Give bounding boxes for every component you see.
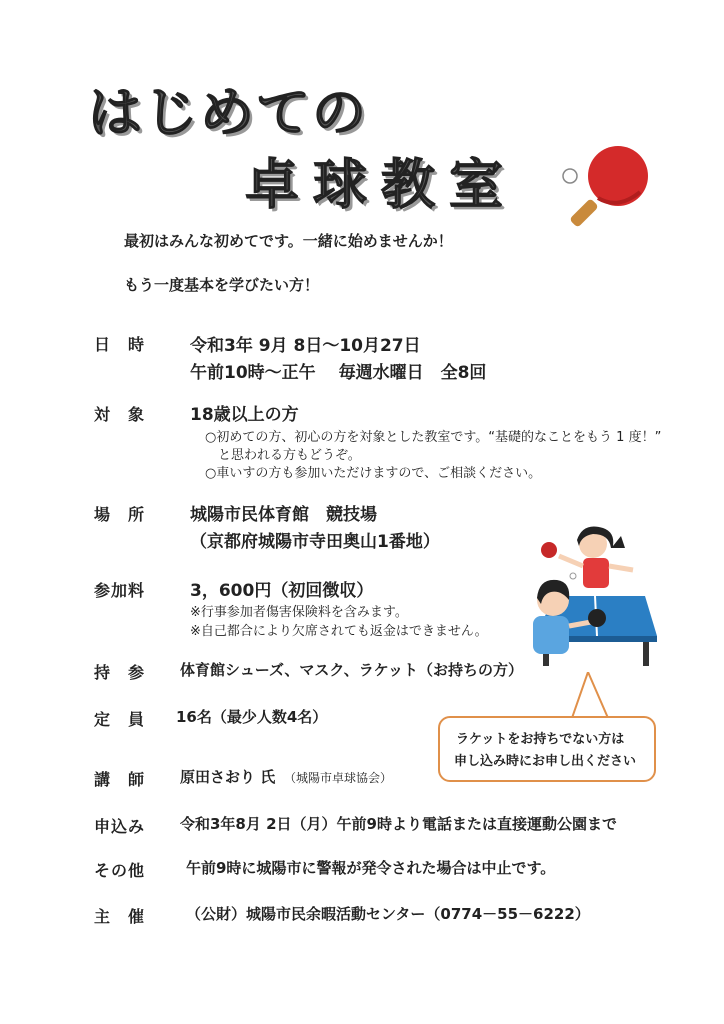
bring-value: 体育館シューズ、マスク、ラケット（お持ちの方） [180, 661, 524, 679]
capacity-label: 定 員 [94, 710, 146, 729]
tagline-1: 最初はみんな初めてです。一緒に始めませんか！ [124, 232, 453, 250]
target-note-2: と思われる方もどうぞ。 [218, 448, 361, 463]
other-label: その他 [94, 861, 146, 880]
racket-callout [438, 716, 656, 782]
organizer-label: 主 催 [94, 907, 146, 926]
target-label: 対 象 [94, 405, 146, 424]
paddle-icon [558, 140, 658, 230]
ping-pong-ball-icon [563, 169, 577, 183]
callout-line-1: ラケットをお持ちでない方は [456, 732, 625, 747]
target-value: 18歳以上の方 [190, 405, 299, 425]
fee-note-2: ※自己都合により欠席されても返金はできません。 [190, 624, 488, 639]
apply-label: 申込み [94, 817, 146, 836]
capacity-value: 16名（最少人数4名） [176, 708, 328, 726]
table-tennis-players-illustration [525, 518, 665, 670]
target-note-3: ○車いすの方も参加いただけますので、ご相談ください。 [205, 466, 542, 481]
callout-tail [568, 672, 614, 718]
place-line-1: 城陽市民体育館 競技場 [190, 505, 377, 525]
fee-label: 参加料 [94, 581, 146, 600]
instructor-name: 原田さおり 氏 [180, 768, 276, 786]
organizer-value: （公財）城陽市民余暇活動センター（0774－55－6222） [186, 905, 590, 923]
title-line-2: 卓球教室 [245, 153, 517, 216]
instructor-label: 講 師 [94, 770, 146, 789]
datetime-line-2: 午前10時～正午 毎週水曜日 全8回 [190, 363, 487, 383]
tagline-2: もう一度基本を学びたい方！ [124, 276, 320, 294]
datetime-line-1: 令和3年 9月 8日～10月27日 [190, 336, 421, 356]
datetime-label: 日 時 [94, 335, 146, 354]
other-value: 午前9時に城陽市に警報が発令された場合は中止です。 [186, 859, 556, 877]
fee-value: 3，600円（初回徴収） [190, 581, 374, 601]
place-line-2: （京都府城陽市寺田奥山1番地） [190, 532, 440, 552]
callout-line-2: 申し込み時にお申し出ください [454, 754, 637, 769]
place-label: 場 所 [94, 505, 146, 524]
apply-value: 令和3年8月 2日（月）午前9時より電話または直接運動公園まで [180, 815, 617, 833]
title-line-1: はじめての [88, 81, 368, 144]
target-note-1: ○初めての方、初心の方を対象とした教室です。“基礎的なことをもう 1 度！” [205, 430, 662, 445]
fee-note-1: ※行事参加者傷害保険料を含みます。 [190, 605, 408, 620]
instructor-org: （城陽市卓球協会） [284, 771, 393, 785]
bring-label: 持 参 [94, 663, 146, 682]
